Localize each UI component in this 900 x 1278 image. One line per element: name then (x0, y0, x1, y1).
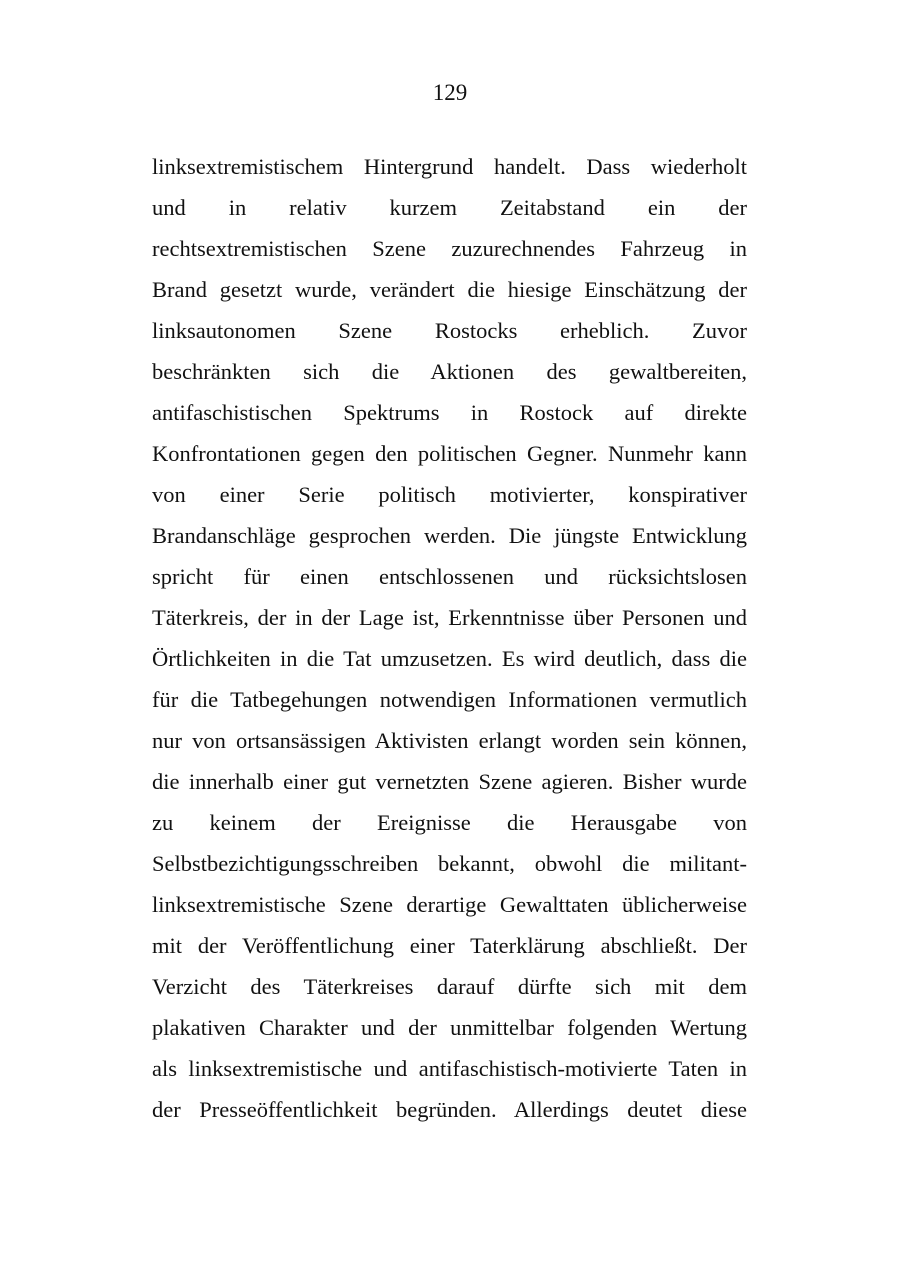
text-line: Örtlichkeiten in die Tat umzusetzen. Es wird deutlich, dass die (152, 646, 747, 671)
text-line: beschränkten sich die Aktionen des gewaltbereiten, (152, 359, 747, 384)
text-line: Brand gesetzt wurde, verändert die hiesige Einschätzung der (152, 277, 747, 302)
text-line: spricht für einen entschlossenen und rücksichtslosen (152, 564, 747, 589)
text-line: rechtsextremistischen Szene zuzurechnendes Fahrzeug in (152, 236, 747, 261)
text-line: antifaschistischen Spektrums in Rostock auf direkte (152, 400, 747, 425)
text-line: linksextremistische Szene derartige Gewalttaten üblicherweise (152, 892, 747, 917)
text-line: linksextremistischem Hintergrund handelt. Dass wiederholt (152, 154, 747, 179)
text-line: der Presseöffentlichkeit begründen. Allerdings deutet diese (152, 1097, 747, 1122)
text-line: mit der Veröffentlichung einer Taterklärung abschließt. Der (152, 933, 747, 958)
text-line: Konfrontationen gegen den politischen Gegner. Nunmehr kann (152, 441, 747, 466)
text-line: Verzicht des Täterkreises darauf dürfte sich mit dem (152, 974, 747, 999)
text-line: plakativen Charakter und der unmittelbar folgenden Wertung (152, 1015, 747, 1040)
text-line: von einer Serie politisch motivierter, konspirativer (152, 482, 747, 507)
text-line: zu keinem der Ereignisse die Herausgabe von (152, 810, 747, 835)
text-line: als linksextremistische und antifaschistisch-motivierte Taten in (152, 1056, 747, 1081)
text-line: die innerhalb einer gut vernetzten Szene agieren. Bisher wurde (152, 769, 747, 794)
text-line: linksautonomen Szene Rostocks erheblich. Zuvor (152, 318, 747, 343)
text-line: für die Tatbegehungen notwendigen Informationen vermutlich (152, 687, 747, 712)
text-line: Täterkreis, der in der Lage ist, Erkenntnisse über Personen und (152, 605, 747, 630)
text-line: und in relativ kurzem Zeitabstand ein der (152, 195, 747, 220)
text-line: nur von ortsansässigen Aktivisten erlangt worden sein können, (152, 728, 747, 753)
body-text (152, 146, 747, 1130)
text-line: Brandanschläge gesprochen werden. Die jüngste Entwicklung (152, 523, 747, 548)
text-line: Selbstbezichtigungsschreiben bekannt, obwohl die militant- (152, 851, 747, 876)
page-number: 129 (432, 80, 468, 105)
